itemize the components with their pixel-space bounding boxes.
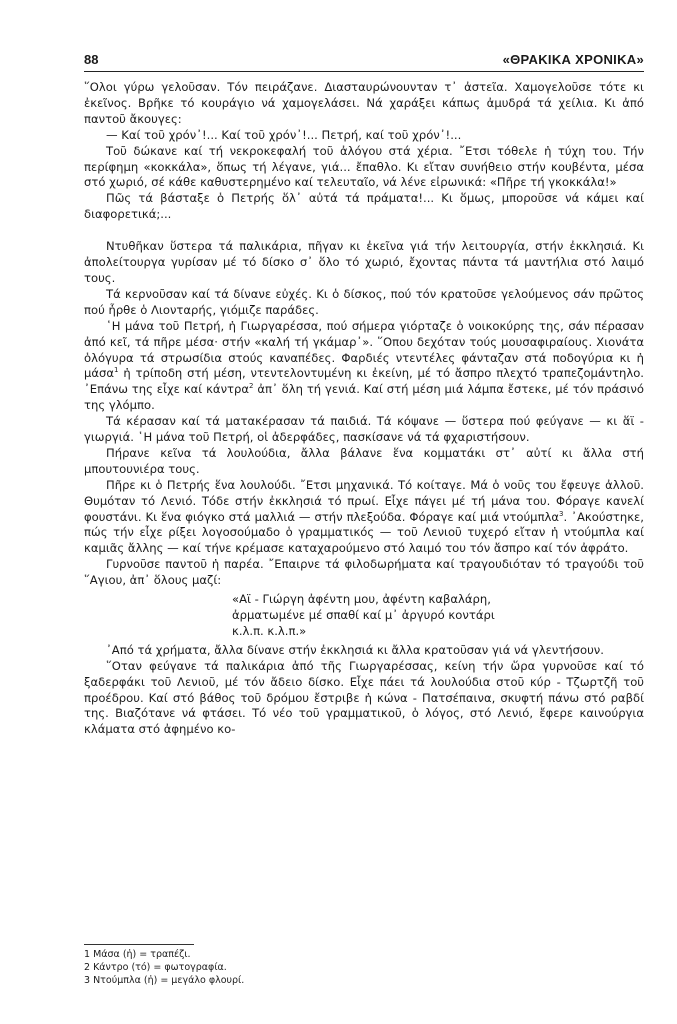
footnotes bbox=[84, 944, 384, 987]
footnote-marker: 2 bbox=[249, 382, 254, 391]
paragraph bbox=[84, 557, 644, 589]
paragraph bbox=[84, 659, 644, 739]
text-block-2 bbox=[84, 239, 644, 589]
paragraph bbox=[84, 287, 644, 319]
footnote-marker: 3 bbox=[559, 509, 564, 518]
paragraph bbox=[84, 128, 644, 144]
paragraph-text: ῞Ολοι γύρω γελοῦσαν. Τόν πειράζανε. Διασταυρώνουνταν τ᾽ ἀστεῖα. Χαμογελοῦσε τότε κι ἐκεῖνος. Βρῆκε τό κουράγιο νά χαμογελάσει. Νά χαράξει κάπως ἀμυδρά τά χείλια. Κι ἀπό παντοῦ ἄκουγες: bbox=[84, 80, 644, 126]
song-verse bbox=[232, 592, 644, 640]
page-number: 88 bbox=[84, 52, 99, 67]
paragraph-text: ῾Η μάνα τοῦ Πετρή, ἡ Γιωργαρέσσα, πού σήμερα γιόρταζε ὁ νοικοκύρης της, σάν πέρασαν ἀπό κεῖ, τά πῆρε μέσα· στήν «καλή τή γκάμαρ᾽». ῞Οπου δεχόταν τούς μουσαφιραίους. Χιονάτα ὁλόγυρα τά στρωσίδια στούς καναπέδες. Φαρδιές ντεντέλες φάνταζαν στά ποδογύρια κι ἡ μάσα bbox=[84, 318, 644, 381]
paragraph-text: Πῶς τά βάσταξε ὁ Πετρής ὅλ᾽ αὐτά τά πράματα!... Κι ὅμως, μποροῦσε νά κάμει καί διαφορετικά;... bbox=[84, 191, 644, 222]
paragraph bbox=[84, 144, 644, 192]
paragraph bbox=[84, 478, 644, 558]
text-block-3 bbox=[84, 643, 644, 738]
paragraph-text: — Καί τοῦ χρόν᾽!... Καί τοῦ χρόν᾽!... Πετρή, καί τοῦ χρόν᾽!... bbox=[106, 127, 462, 142]
paragraph-text: Ντυθῆκαν ὕστερα τά παλικάρια, πῆγαν κι ἐκεῖνα γιά τήν λειτουργία, στήν ἐκκλησιά. Κι ἀπολείτουργα γυρίσαν μέ τό δίσκο σ᾽ ὅλο τό χωριό, ἔχοντας πάντα τά μαντήλια στό λαιμό τους. bbox=[84, 239, 644, 285]
paragraph-text: Πῆρε κι ὁ Πετρής ἕνα λουλούδι. ῎Ετσι μηχανικά. Τό κοίταγε. Μά ὁ νοῦς του ἔφευγε ἀλλοῦ. Θυμόταν τό Λενιό. Τόδε στήν ἐκκλησιά τό πρωί. Εἶχε πάγει μέ τή μάνα του. Φόραγε κανελί φουστάνι. Κι ἕνα φιόγκο στά μαλλιά — στήν πλεξούδα. Φόραγε καί μιά ντούμπλα bbox=[84, 477, 644, 524]
paragraph-text: Τά κερνοῦσαν καί τά δίνανε εὐχές. Κι ὁ δίσκος, πού τόν κρατοῦσε γελούμενος σάν πρῶτος πού ἦρθε ὁ Λιονταρής, γιόμιζε παράδες. bbox=[84, 286, 644, 317]
paragraph bbox=[84, 80, 644, 128]
paragraph bbox=[84, 319, 644, 414]
article-body bbox=[84, 80, 644, 738]
paragraph bbox=[84, 414, 644, 446]
paragraph-text: ἀπ᾽ ὅλη τή γενιά. Καί στή μέση μιά λάμπα ἔστεκε, μέ τόν πράσινό της γλόμπο. bbox=[84, 382, 644, 413]
running-header bbox=[84, 52, 644, 72]
paragraph-text: ῞Οταν φεύγανε τά παλικάρια ἀπό τῆς Γιωργαρέσσας, κείνη τήν ὥρα γυρνοῦσε καί τό ξαδερφάκι τοῦ Λενιοῦ, μέ τόν ἄδειο δίσκο. Εἶχε πάει τά λουλούδια στοῦ κύρ - Τζωρτζῆ τοῦ προέδρου. Καί στό βάθος τοῦ δρόμου ἔστριβε ἡ κώνα - Πατσέπαινα, σκυφτή πάνω στό ραβδί της. Βιαζότανε νά φτάσει. Τό νέο τοῦ γραμματικοῦ, ὁ λόγος, στό Λενιό, ἔφερε καινούργια κλάματα στό ἀφημένο κο- bbox=[84, 658, 644, 737]
paragraph bbox=[84, 239, 644, 287]
text-block-1 bbox=[84, 80, 644, 223]
paragraph bbox=[84, 643, 644, 659]
paragraph-text: Τοῦ δώκανε καί τή νεκροκεφαλή τοῦ ἀλόγου στά χέρια. ῎Ετσι τόθελε ἡ τύχη του. Τήν περίφημη «κοκκάλα», ὅπως τή λέγανε, γιά... ἔπαθλο. Κι εἴταν συνήθειο στήν κουβέντα, μέσα στό χωριό, σέ κάθε καθυστερημένο καί τελευταῖο, νά λένε εἰρωνικά: «Πῆρε τή γκοκκάλα!» bbox=[84, 143, 644, 190]
verse-line: ἀρματωμένε μέ σπαθί καί μ᾽ ἀργυρό κοντάρι bbox=[232, 608, 495, 622]
paragraph bbox=[84, 191, 644, 223]
paragraph-text: . ᾽Ακούστηκε, πώς τήν εἶχε ρίξει λογοσούμαδο ὁ γραμματικός — τοῦ Λενιοῦ τυχερό εἴταν ἡ ντούμπλα καί καμιᾶς ἄλλης — καί τήνε κρέμασε καταχαρούμενο στό λαιμό του τόν ἄσπρο καί τόν ἀφράτο. bbox=[84, 509, 644, 556]
paragraph bbox=[84, 446, 644, 478]
section-gap bbox=[84, 223, 644, 239]
paragraph-text: ᾽Από τά χρήματα, ἄλλα δίνανε στήν ἐκκλησιά κι ἄλλα κρατοῦσαν γιά νά γλεντήσουν. bbox=[106, 642, 604, 657]
footnote-rule bbox=[84, 944, 194, 945]
paragraph-text: Γυρνοῦσε παντοῦ ἡ παρέα. ῎Επαιρνε τά φιλοδωρήματα καί τραγουδιόταν τό τραγούδι τοῦ ῞Αγιου, ἀπ᾽ ὅλους μαζί: bbox=[84, 557, 644, 588]
footnote: 2 Κάντρο (τό) = φωτογραφία. bbox=[84, 962, 227, 973]
page bbox=[84, 52, 644, 738]
footnote: 1 Μάσα (ἡ) = τραπέζι. bbox=[84, 949, 191, 960]
paragraph-text: Πήρανε κεῖνα τά λουλούδια, ἄλλα βάλανε ἕνα κομματάκι στ᾽ αὐτί κι ἄλλα στή μπουτουνιέρα τους. bbox=[84, 445, 644, 476]
paragraph-text: ἡ τρίποδη στή μέση, ντεντελοντυμένη κι ἐκείνη, μέ τό ἄσπρο πλεχτό τραπεζομάντηλο. ᾽Επάνω της εἶχε καί κάντρα bbox=[84, 366, 644, 397]
paragraph-text: Τά κέρασαν καί τά ματακέρασαν τά παιδιά. Τά κόψανε — ὕστερα πού φεύγανε — κι ἅϊ - γιωργιά. ῾Η μάνα τοῦ Πετρή, οἱ ἀδερφάδες, πασκίσανε νά τά φχαριστήσουν. bbox=[84, 414, 644, 445]
journal-title: «ΘΡΑΚΙΚΑ ΧΡΟΝΙΚΑ» bbox=[502, 52, 644, 67]
footnote-marker: 1 bbox=[114, 366, 119, 375]
verse-line: «Αϊ - Γιώργη ἀφέντη μου, ἀφέντη καβαλάρη, bbox=[232, 592, 491, 607]
footnote: 3 Ντούμπλα (ἡ) = μεγάλο φλουρί. bbox=[84, 975, 245, 986]
verse-line: κ.λ.π. κ.λ.π.» bbox=[232, 623, 307, 638]
